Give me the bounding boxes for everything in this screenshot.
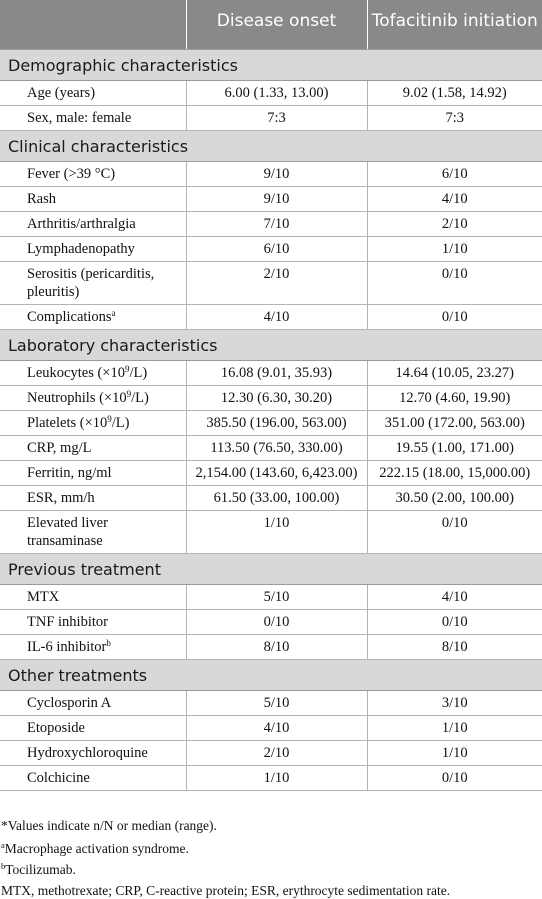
disease-onset-value: 5/10 (186, 690, 367, 715)
row-label (0, 385, 186, 410)
row-label (0, 261, 186, 304)
row-label-text: CRP, mg/L (27, 439, 92, 456)
tofacitinib-value: 0/10 (367, 609, 542, 634)
tofacitinib-value: 1/10 (367, 236, 542, 261)
row-label-text: Colchicine (27, 769, 90, 786)
tofacitinib-value: 0/10 (367, 304, 542, 329)
row-label-text: Rash (27, 190, 56, 207)
footnote-mark: b (1, 861, 6, 871)
disease-onset-value: 7:3 (186, 105, 367, 130)
row-label-text: Age (years) (27, 84, 96, 101)
tofacitinib-value: 0/10 (367, 261, 542, 304)
row-label-tail: /L) (131, 389, 149, 406)
row-label-tail: /L) (111, 414, 130, 431)
table-row (0, 80, 542, 105)
section-title: Clinical characteristics (0, 130, 542, 161)
row-label (0, 460, 186, 485)
disease-onset-value: 61.50 (33.00, 100.00) (186, 485, 367, 510)
row-label-text: IL-6 inhibitor (27, 638, 107, 655)
table-row (0, 236, 542, 261)
tofacitinib-value: 2/10 (367, 211, 542, 236)
row-label (0, 715, 186, 740)
row-label-tail: /L) (129, 364, 148, 381)
row-label (0, 765, 186, 790)
footnote-text: Macrophage activation syndrome. (4, 841, 189, 856)
footnote (1, 818, 217, 834)
row-label-text: Leukocytes (×10 (27, 364, 125, 381)
table-row (0, 609, 542, 634)
row-label-text: MTX (27, 588, 60, 605)
disease-onset-value: 8/10 (186, 634, 367, 659)
row-label (0, 236, 186, 261)
disease-onset-value: 2,154.00 (143.60, 6,423.00) (186, 460, 367, 485)
footnote (1, 841, 189, 857)
row-label (0, 161, 186, 186)
row-label (0, 304, 186, 329)
disease-onset-value: 113.50 (76.50, 330.00) (186, 435, 367, 460)
row-label-text: TNF inhibitor (27, 613, 108, 630)
tofacitinib-value: 0/10 (367, 765, 542, 790)
tofacitinib-value: 7:3 (367, 105, 542, 130)
tofacitinib-value: 14.64 (10.05, 23.27) (367, 360, 542, 385)
row-label-text: Serositis (pericarditis, pleuritis) (27, 265, 155, 300)
section-header-row (0, 553, 542, 584)
row-label (0, 634, 186, 659)
footnote-marker: a (111, 307, 116, 318)
footnote (1, 862, 76, 878)
row-label (0, 186, 186, 211)
table-row (0, 715, 542, 740)
row-label-text: Cyclosporin A (27, 694, 112, 711)
row-label-text: Etoposide (27, 719, 85, 736)
tofacitinib-value: 19.55 (1.00, 171.00) (367, 435, 542, 460)
row-label (0, 410, 186, 435)
row-label-text: Neutrophils (×10 (27, 389, 127, 406)
disease-onset-value: 2/10 (186, 261, 367, 304)
section-header-row (0, 130, 542, 161)
table-row (0, 690, 542, 715)
tofacitinib-value: 12.70 (4.60, 19.90) (367, 385, 542, 410)
tofacitinib-value: 0/10 (367, 510, 542, 553)
row-label (0, 211, 186, 236)
disease-onset-value: 16.08 (9.01, 35.93) (186, 360, 367, 385)
disease-onset-value: 1/10 (186, 510, 367, 553)
table-body (0, 49, 542, 790)
table-row (0, 385, 542, 410)
row-label (0, 584, 186, 609)
disease-onset-value: 9/10 (186, 161, 367, 186)
disease-onset-value: 6/10 (186, 236, 367, 261)
table-row (0, 186, 542, 211)
unit-exponent: 9 (124, 363, 130, 374)
unit-exponent: 9 (126, 388, 132, 399)
table-row (0, 211, 542, 236)
table-row (0, 634, 542, 659)
footnote-mark: a (1, 840, 5, 850)
header-disease-onset: Disease onset (186, 0, 367, 49)
section-header-row (0, 329, 542, 360)
row-label-text: Sex, male: female (27, 109, 132, 126)
table-row (0, 584, 542, 609)
row-label-text: Platelets (×10 (27, 414, 108, 431)
footnote-text: MTX, methotrexate; CRP, C-reactive protein; ESR, erythrocyte sedimentation rate. (1, 883, 451, 898)
row-label (0, 485, 186, 510)
table-row (0, 261, 542, 304)
section-title: Laboratory characteristics (0, 329, 542, 360)
tofacitinib-value: 351.00 (172.00, 563.00) (367, 410, 542, 435)
tofacitinib-value: 4/10 (367, 186, 542, 211)
tofacitinib-value: 6/10 (367, 161, 542, 186)
tofacitinib-value: 222.15 (18.00, 15,000.00) (367, 460, 542, 485)
disease-onset-value: 2/10 (186, 740, 367, 765)
row-label (0, 105, 186, 130)
unit-exponent: 9 (107, 413, 112, 424)
table-row (0, 410, 542, 435)
header-col1 (0, 0, 186, 49)
row-label-text: Complications (27, 308, 112, 325)
tofacitinib-value: 30.50 (2.00, 100.00) (367, 485, 542, 510)
section-header-row (0, 659, 542, 690)
row-label (0, 740, 186, 765)
disease-onset-value: 9/10 (186, 186, 367, 211)
tofacitinib-value: 3/10 (367, 690, 542, 715)
tofacitinib-value: 1/10 (367, 740, 542, 765)
footnote-text: Tocilizumab. (5, 862, 76, 877)
row-label-text: Fever (>39 °C) (27, 165, 116, 182)
row-label-text: Lymphadenopathy (27, 240, 135, 257)
section-title: Previous treatment (0, 553, 542, 584)
row-label-text: Elevated liver transaminase (27, 514, 108, 549)
tofacitinib-value: 1/10 (367, 715, 542, 740)
row-label-text: ESR, mm/h (27, 489, 95, 506)
table-row (0, 740, 542, 765)
disease-onset-value: 12.30 (6.30, 30.20) (186, 385, 367, 410)
disease-onset-value: 7/10 (186, 211, 367, 236)
tofacitinib-value: 9.02 (1.58, 14.92) (367, 80, 542, 105)
table-row (0, 304, 542, 329)
disease-onset-value: 1/10 (186, 765, 367, 790)
disease-onset-value: 6.00 (1.33, 13.00) (186, 80, 367, 105)
row-label (0, 510, 186, 553)
table-row (0, 510, 542, 553)
disease-onset-value: 4/10 (186, 304, 367, 329)
disease-onset-value: 0/10 (186, 609, 367, 634)
section-title: Other treatments (0, 659, 542, 690)
row-label-text: Ferritin, ng/ml (27, 464, 112, 481)
disease-onset-value: 4/10 (186, 715, 367, 740)
section-title: Demographic characteristics (0, 49, 542, 80)
row-label (0, 690, 186, 715)
table-header (0, 0, 542, 49)
table-row (0, 765, 542, 790)
row-label-text: Hydroxychloroquine (27, 744, 148, 761)
disease-onset-value: 385.50 (196.00, 563.00) (186, 410, 367, 435)
row-label (0, 609, 186, 634)
tofacitinib-value: 8/10 (367, 634, 542, 659)
tofacitinib-value: 4/10 (367, 584, 542, 609)
footnote-text: *Values indicate n/N or median (range). (1, 818, 217, 833)
footnote-marker: b (106, 637, 111, 648)
table-row (0, 460, 542, 485)
row-label-text: Arthritis/arthralgia (27, 215, 136, 232)
table-row (0, 105, 542, 130)
table-row (0, 485, 542, 510)
table-row (0, 360, 542, 385)
row-label (0, 360, 186, 385)
header-tofacitinib-initiation: Tofacitinib initiation (367, 0, 542, 49)
table-row (0, 161, 542, 186)
disease-onset-value: 5/10 (186, 584, 367, 609)
footnote (1, 883, 450, 899)
row-label (0, 80, 186, 105)
section-header-row (0, 49, 542, 80)
row-label (0, 435, 186, 460)
table-row (0, 435, 542, 460)
